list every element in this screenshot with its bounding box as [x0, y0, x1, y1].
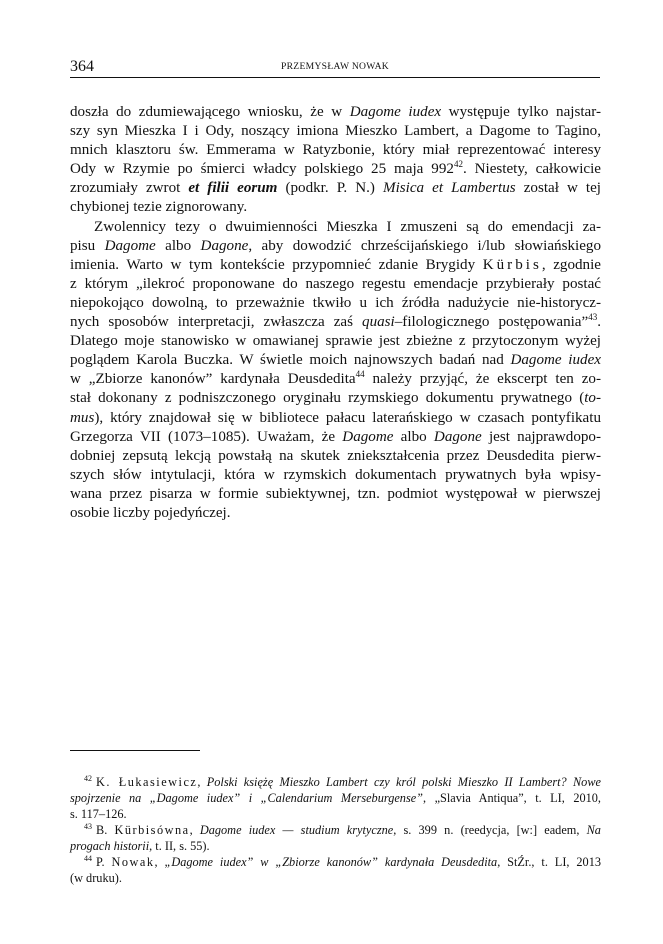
- text-line: [70, 294, 601, 313]
- text-line: [70, 466, 601, 485]
- text-run: Dlatego moje stanowisko w omawianej sprawie jest zbieżne z przytoczonym wyżej: [70, 333, 601, 350]
- spaced-author: Kürbisówna: [114, 823, 190, 837]
- text-run: szy syn Mieszka I i Ody, noszący imiona Mieszko Lambert, a Dagome to Tagino,: [70, 123, 601, 140]
- text-run: został w tej: [515, 180, 601, 197]
- footnote-number: 43: [84, 822, 92, 831]
- text-line: [70, 160, 601, 179]
- footnote-line: [70, 854, 601, 870]
- footnote-ref: 42: [453, 159, 463, 170]
- text-run: , StŹr., t. LI, 2013: [497, 855, 601, 869]
- page-header: [70, 58, 600, 80]
- text-run: , s. 399 n. (reedycja, [w:] eadem,: [393, 823, 587, 837]
- text-run: dobniej zepsutą lekcją powstałą na skutek zniekształcenia przez Deusdedita pierw-: [70, 447, 601, 464]
- footnote-42: [70, 774, 601, 822]
- italic-run: Dagome: [342, 428, 394, 445]
- text-line: [70, 447, 601, 466]
- footnote-number: 42: [84, 774, 92, 783]
- text-run: Zwolennicy tezy o dwuimienności Mieszka I zmuszeni są do emendacji za-: [94, 218, 601, 235]
- text-run: Grzegorza VII (1073–1085). Uważam, że: [70, 428, 343, 445]
- italic-run: Polski księżę Mieszko Lambert czy król polski Mieszko II Lambert? Nowe: [206, 775, 601, 789]
- italic-run: Dagome iudex: [349, 104, 442, 120]
- spaced-author: Nowak: [111, 855, 155, 869]
- text-run: należy przyjąć, że ekscerpt ten zo-: [364, 371, 601, 388]
- text-run: , t. II, s. 55).: [149, 839, 210, 853]
- text-run: ,: [197, 775, 207, 789]
- italic-run: mus: [70, 409, 95, 426]
- text-run: (podkr. P. N.): [277, 180, 383, 197]
- text-run: ,: [189, 823, 200, 837]
- text-run: stał dokonany z podniszczonego oryginału rzymskiego dokumentu prywatnego (: [70, 390, 585, 407]
- text-run: chybionej tezie zignorowany.: [70, 199, 248, 216]
- text-run: –filologicznego postępowania”: [394, 314, 589, 331]
- text-run: pisu: [70, 237, 105, 254]
- footnote-separator: [70, 750, 200, 751]
- text-run: ,: [154, 855, 165, 869]
- text-line: [70, 237, 601, 256]
- text-line: [70, 332, 601, 351]
- page-number: 364: [70, 58, 94, 75]
- text-line: [70, 313, 601, 332]
- text-run: P.: [96, 855, 112, 869]
- footnote-ref: 43: [588, 312, 598, 323]
- text-run: , aby dowodzić chrześcijańskiego i/lub słowiańskiego: [248, 237, 601, 254]
- text-run: albo: [393, 428, 434, 445]
- italic-run: Dagone: [433, 428, 482, 445]
- text-run: . Niestety, całkowicie: [462, 161, 602, 178]
- text-run: , zgodnie: [541, 256, 601, 273]
- text-run: (w druku).: [70, 871, 122, 885]
- italic-run: Dagone: [200, 237, 249, 254]
- italic-run: Na: [586, 823, 601, 837]
- italic-run: progach historii: [70, 839, 150, 853]
- footnote-line: [70, 774, 601, 790]
- italic-run: „Dagome iudex” w „Zbiorze kanonów” kardynała Deusdedita: [164, 855, 498, 869]
- text-run: w „Zbiorze kanonów” kardynała Deusdedita: [70, 371, 356, 388]
- italic-run: Misica et Lambertus: [383, 180, 516, 197]
- text-run: Ody w Rzymie po śmierci władcy polskiego 25 maja 992: [70, 161, 454, 178]
- italic-run: spojrzenie na „Dagome iudex” i „Calendarium Merseburgense”: [70, 791, 424, 805]
- spaced-name: Kürbis: [482, 256, 542, 273]
- italic-run: Dagome iudex: [510, 352, 601, 369]
- text-line: [70, 256, 601, 275]
- text-run: imienia. Warto w tym kontekście przypomnieć zdanie Brygidy: [70, 256, 483, 273]
- text-run: osobie liczby pojedyńczej.: [70, 504, 231, 521]
- text-line: [70, 485, 601, 504]
- text-run: zrozumiały zwrot: [70, 180, 189, 197]
- text-run: , „Slavia Antiqua”, t. LI, 2010,: [423, 791, 601, 805]
- text-run: ), który znajdował się w bibliotece pałacu laterańskiego w czasach pontyfikatu: [94, 409, 601, 426]
- text-line: [70, 504, 601, 523]
- footnote-line: [70, 870, 601, 886]
- text-run: z którym „ilekroć proponowane do naszego regestu emendacje przybierały postać: [70, 275, 601, 292]
- italic-run: Dagome iudex — studium krytyczne: [199, 823, 394, 837]
- italic-run: quasi: [362, 314, 395, 331]
- text-run: .: [597, 314, 601, 331]
- spaced-author: K. Łukasiewicz: [96, 775, 198, 789]
- footnote-line: [70, 822, 601, 838]
- footnote-line: [70, 790, 601, 806]
- footnote-number: 44: [84, 854, 92, 863]
- body-text: [70, 103, 601, 523]
- text-line: [70, 141, 601, 160]
- footnote-ref: 44: [355, 369, 365, 380]
- text-line: [70, 218, 601, 237]
- text-run: poglądem Karola Buczka. W świetle moich najnowszych badań nad: [70, 352, 511, 369]
- text-line: [70, 370, 601, 389]
- running-head: PRZEMYSŁAW NOWAK: [280, 61, 390, 72]
- text-line: [70, 389, 601, 408]
- header-rule: [70, 77, 600, 78]
- text-line: [70, 428, 601, 447]
- text-run: s. 117–126.: [70, 807, 127, 821]
- text-run: wana przez pisarza w formie subiektywnej, tzn. podmiot występował w pierwszej: [70, 485, 601, 502]
- text-line: [70, 179, 601, 198]
- text-run: jest najprawdopo-: [481, 428, 601, 445]
- bold-italic-run: et filii eorum: [188, 180, 278, 197]
- footnote-line: [70, 806, 601, 822]
- text-line: [70, 409, 601, 428]
- text-line: [70, 351, 601, 370]
- text-line: [70, 275, 601, 294]
- footnotes: [70, 774, 601, 886]
- text-line: [70, 122, 601, 141]
- text-run: mnich klasztoru św. Emmerama w Ratyzbonie, który miał reprezentować interesy: [70, 142, 601, 159]
- text-line: [70, 103, 601, 122]
- text-run: doszła do zdumiewającego wniosku, że w: [70, 104, 350, 120]
- text-run: szych słów intytulacji, która w rzymskich dokumentach prywatnych była wpisy-: [70, 466, 601, 483]
- footnote-44: [70, 854, 601, 886]
- text-line: [70, 198, 601, 217]
- footnote-43: [70, 822, 601, 854]
- text-run: występuje tylko najstar-: [441, 104, 601, 120]
- text-run: niepokojąco dowolną, to przeważnie tkwiło u ich źródła nadużycie nie-historycz-: [70, 294, 601, 311]
- footnote-line: [70, 838, 601, 854]
- text-run: B.: [96, 823, 115, 837]
- italic-run: to-: [584, 390, 601, 407]
- italic-run: Dagome: [104, 237, 156, 254]
- text-run: albo: [155, 237, 201, 254]
- text-run: nych sposobów interpretacji, zwłaszcza zaś: [70, 314, 363, 331]
